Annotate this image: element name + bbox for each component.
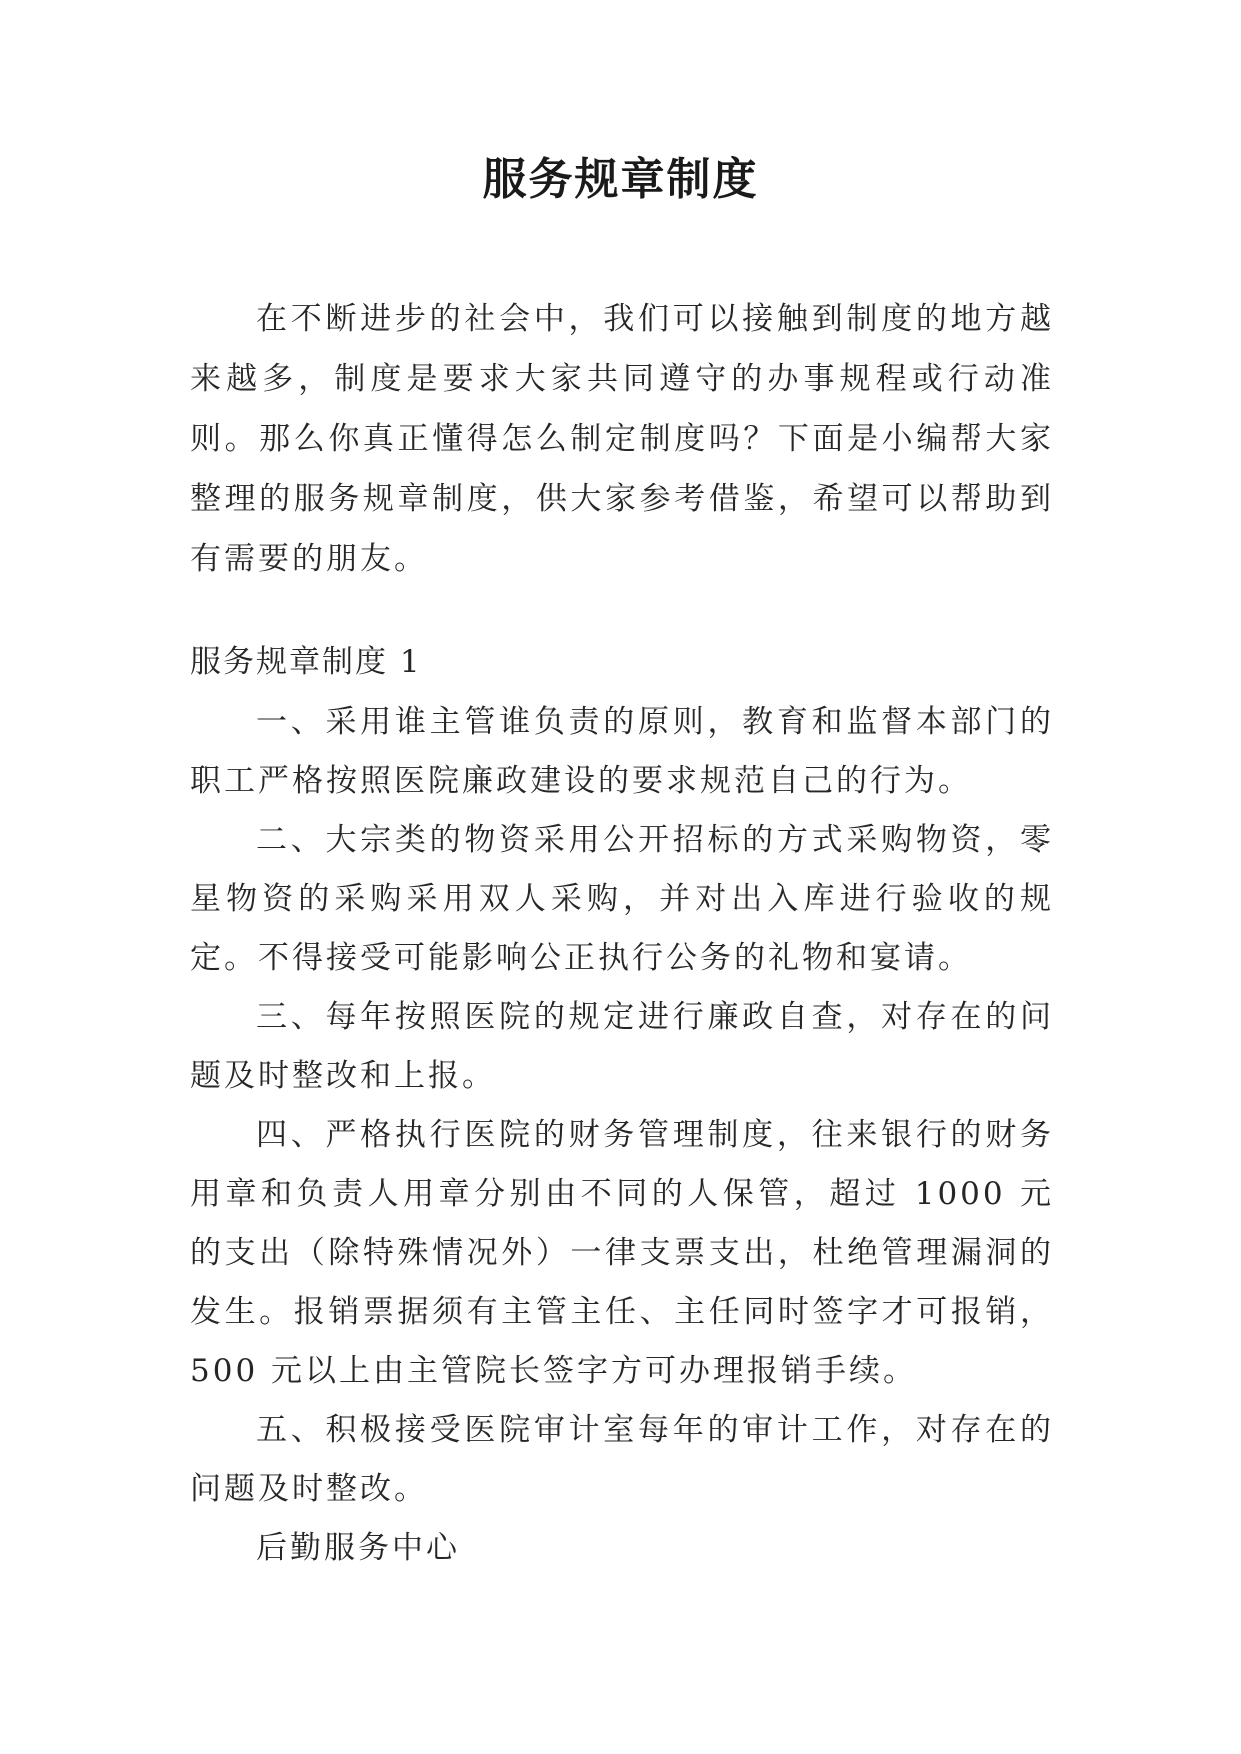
signature-line: 后勤服务中心: [256, 1530, 460, 1566]
intro-paragraph: 在不断进步的社会中，我们可以接触到制度的地方越来越多，制度是要求大家共同遵守的办事规程或行动准则。那么你真正懂得怎么制定制度吗？下面是小编帮大家整理的服务规章制度，供大家参考借鉴，希望可以帮助到有需要的朋友。: [190, 301, 1054, 577]
section-heading: 服务规章制度 1: [190, 644, 422, 680]
section-body: [190, 693, 1054, 1578]
section-paragraph-5: 五、积极接受医院审计室每年的审计工作，对存在的问题及时整改。: [190, 1412, 1054, 1507]
section-paragraph-2: 二、大宗类的物资采用公开招标的方式采购物资，零星物资的采购采用双人采购，并对出入库进行验收的规定。不得接受可能影响公正执行公务的礼物和宴请。: [190, 822, 1054, 976]
section-paragraph-4: 四、严格执行医院的财务管理制度，往来银行的财务用章和负责人用章分别由不同的人保管，超过 1000 元的支出（除特殊情况外）一律支票支出，杜绝管理漏洞的发生。报销票据须有主管主任、主任同时签字才可报销，500 元以上由主管院长签字方可办理报销手续。: [190, 1117, 1054, 1389]
section-paragraph-3: 三、每年按照医院的规定进行廉政自查，对存在的问题及时整改和上报。: [190, 999, 1054, 1094]
section-paragraph-1: 一、采用谁主管谁负责的原则，教育和监督本部门的职工严格按照医院廉政建设的要求规范自己的行为。: [190, 704, 1054, 799]
document-title: 服务规章制度: [482, 154, 759, 205]
